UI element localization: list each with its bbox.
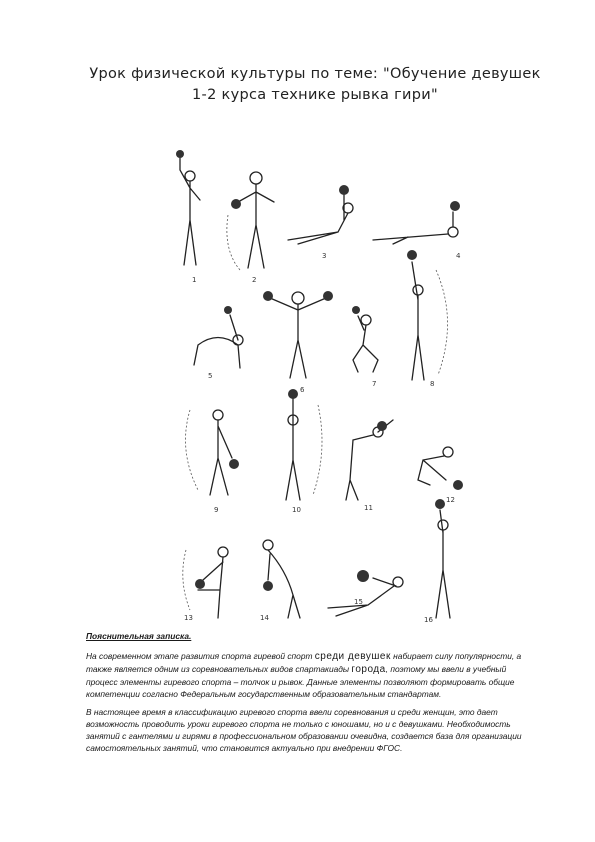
figure-11 [346, 420, 393, 500]
figure-14 [263, 540, 300, 618]
page-title [60, 64, 570, 106]
figure-label: 9 [214, 506, 219, 514]
note-heading: Пояснительная записка. [86, 631, 192, 641]
figure-label: 11 [364, 504, 373, 512]
figure-2 [227, 172, 274, 270]
figure-label: 3 [322, 252, 327, 260]
figure-label: 12 [446, 496, 455, 504]
note-paragraph-2: В настоящее время в классификацию гиревого спорта ввели соревнования и среди женщин, это дает возможность проводить уроки гиревого спорта не только с юношами, но и с девушками. Необходимость занятий с гантелями и гирями в профессиональном образовании очевидна, создается база для организации самостоятельных занятий, что становится актуально при внедрении ФГОС. [86, 707, 522, 753]
figure-label: 8 [430, 380, 435, 388]
figure-15 [328, 570, 403, 616]
figure-label: 7 [372, 380, 377, 388]
explanatory-note [86, 630, 536, 760]
note-p1-text-b: набирает силу популярности, а также является одним из соревновательных видов спартакиады [86, 651, 522, 674]
figure-label: 14 [260, 614, 269, 622]
figure-label: 13 [184, 614, 193, 622]
title-line-2: 1-2 курса технике рывка гири" [192, 87, 438, 103]
figure-5 [194, 306, 243, 368]
note-p1-emphasis-2: города [351, 664, 386, 675]
exercise-figures-svg [168, 140, 478, 630]
figure-label: 16 [424, 616, 433, 624]
figure-8 [407, 250, 448, 380]
figure-13 [183, 547, 228, 618]
figure-9 [186, 410, 240, 495]
figure-label: 15 [354, 598, 363, 606]
figure-1 [176, 150, 200, 265]
figure-label: 2 [252, 276, 257, 284]
figure-label: 5 [208, 372, 213, 380]
figure-6 [263, 291, 333, 378]
figure-label: 10 [292, 506, 301, 514]
note-p1-text-a: На современном этапе развития спорта гиревой спорт [86, 651, 315, 661]
exercise-illustration [168, 140, 478, 630]
figure-label: 6 [300, 386, 305, 394]
figure-7 [352, 306, 378, 372]
figure-3 [288, 185, 353, 244]
note-p1-emphasis-1: среди девушек [314, 651, 391, 662]
title-line-1: Урок физической культуры по теме: "Обучение девушек [89, 66, 541, 82]
note-p1-text-c: , поэтому мы ввели в учебный процесс элементы гиревого спорта – толчок и рывок. Данные элементы позволяют формировать общие компетенции согласно Федеральным государственным образовательным стандартам. [86, 664, 515, 699]
figure-12 [418, 447, 463, 490]
figure-label: 1 [192, 276, 197, 284]
figure-10 [286, 389, 322, 500]
figure-16 [435, 499, 450, 618]
figure-label: 4 [456, 252, 461, 260]
figure-4 [373, 201, 460, 244]
note-paragraph-1 [86, 650, 536, 700]
